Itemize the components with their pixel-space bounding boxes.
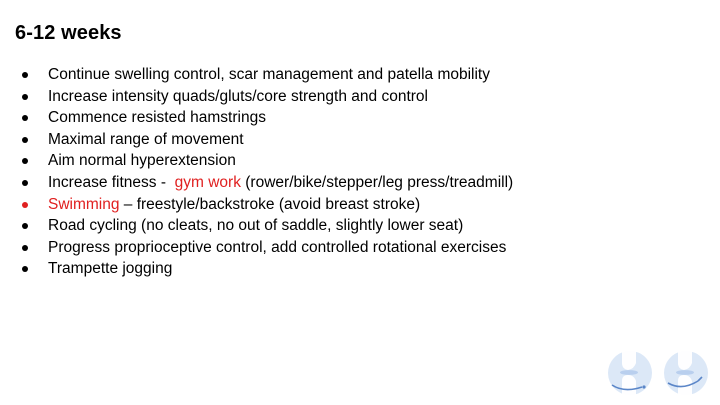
slide-title: 6-12 weeks bbox=[15, 22, 122, 44]
bullet-item bbox=[22, 86, 702, 108]
bullet-dot-icon bbox=[22, 115, 28, 121]
bullet-text: Aim normal hyperextension bbox=[48, 152, 236, 170]
bullet-dot-icon bbox=[22, 223, 28, 229]
bullet-highlight: Swimming bbox=[48, 195, 120, 213]
bullet-item bbox=[22, 150, 702, 172]
bullet-text: Continue swelling control, scar management and patella mobility bbox=[48, 66, 490, 83]
knee-right-icon bbox=[664, 349, 708, 395]
bullet-dot-icon bbox=[22, 94, 28, 100]
knee-left-icon bbox=[608, 349, 652, 395]
bullet-item bbox=[22, 258, 702, 280]
bullet-item bbox=[22, 215, 702, 237]
bullet-dot-icon bbox=[22, 245, 28, 251]
bullet-dot-icon bbox=[22, 137, 28, 143]
bullet-dot-icon bbox=[22, 72, 28, 78]
bullet-item bbox=[22, 194, 702, 216]
knee-joint-logo-icon bbox=[606, 347, 710, 397]
bullet-text-prefix: Increase fitness - bbox=[48, 173, 175, 191]
bullet-text: Road cycling (no cleats, no out of saddle, slightly lower seat) bbox=[48, 217, 464, 235]
bullet-item bbox=[22, 64, 702, 86]
bullet-text: Trampette jogging bbox=[48, 260, 173, 278]
bullet-item bbox=[22, 107, 702, 129]
bullet-text bbox=[48, 172, 513, 194]
bullet-item bbox=[22, 237, 702, 259]
bullet-dot-icon bbox=[22, 180, 28, 186]
bullet-text bbox=[48, 194, 420, 216]
bullet-dot-icon bbox=[22, 266, 28, 272]
bullet-text-suffix: – freestyle/backstroke (avoid breast stroke) bbox=[119, 195, 421, 213]
bullet-text: Progress proprioceptive control, add controlled rotational exercises bbox=[48, 238, 507, 256]
bullet-text-suffix: (rower/bike/stepper/leg press/treadmill) bbox=[240, 173, 514, 191]
bullet-item bbox=[22, 172, 702, 194]
bullet-item bbox=[22, 129, 702, 151]
bullet-highlight: gym work bbox=[174, 173, 241, 191]
bullet-text: Commence resisted hamstrings bbox=[48, 109, 266, 127]
bullet-text: Increase intensity quads/gluts/core strength and control bbox=[48, 87, 428, 105]
bullet-list bbox=[22, 64, 702, 280]
bullet-text: Maximal range of movement bbox=[48, 130, 244, 148]
bullet-dot-icon bbox=[22, 202, 28, 208]
bullet-dot-icon bbox=[22, 158, 28, 164]
